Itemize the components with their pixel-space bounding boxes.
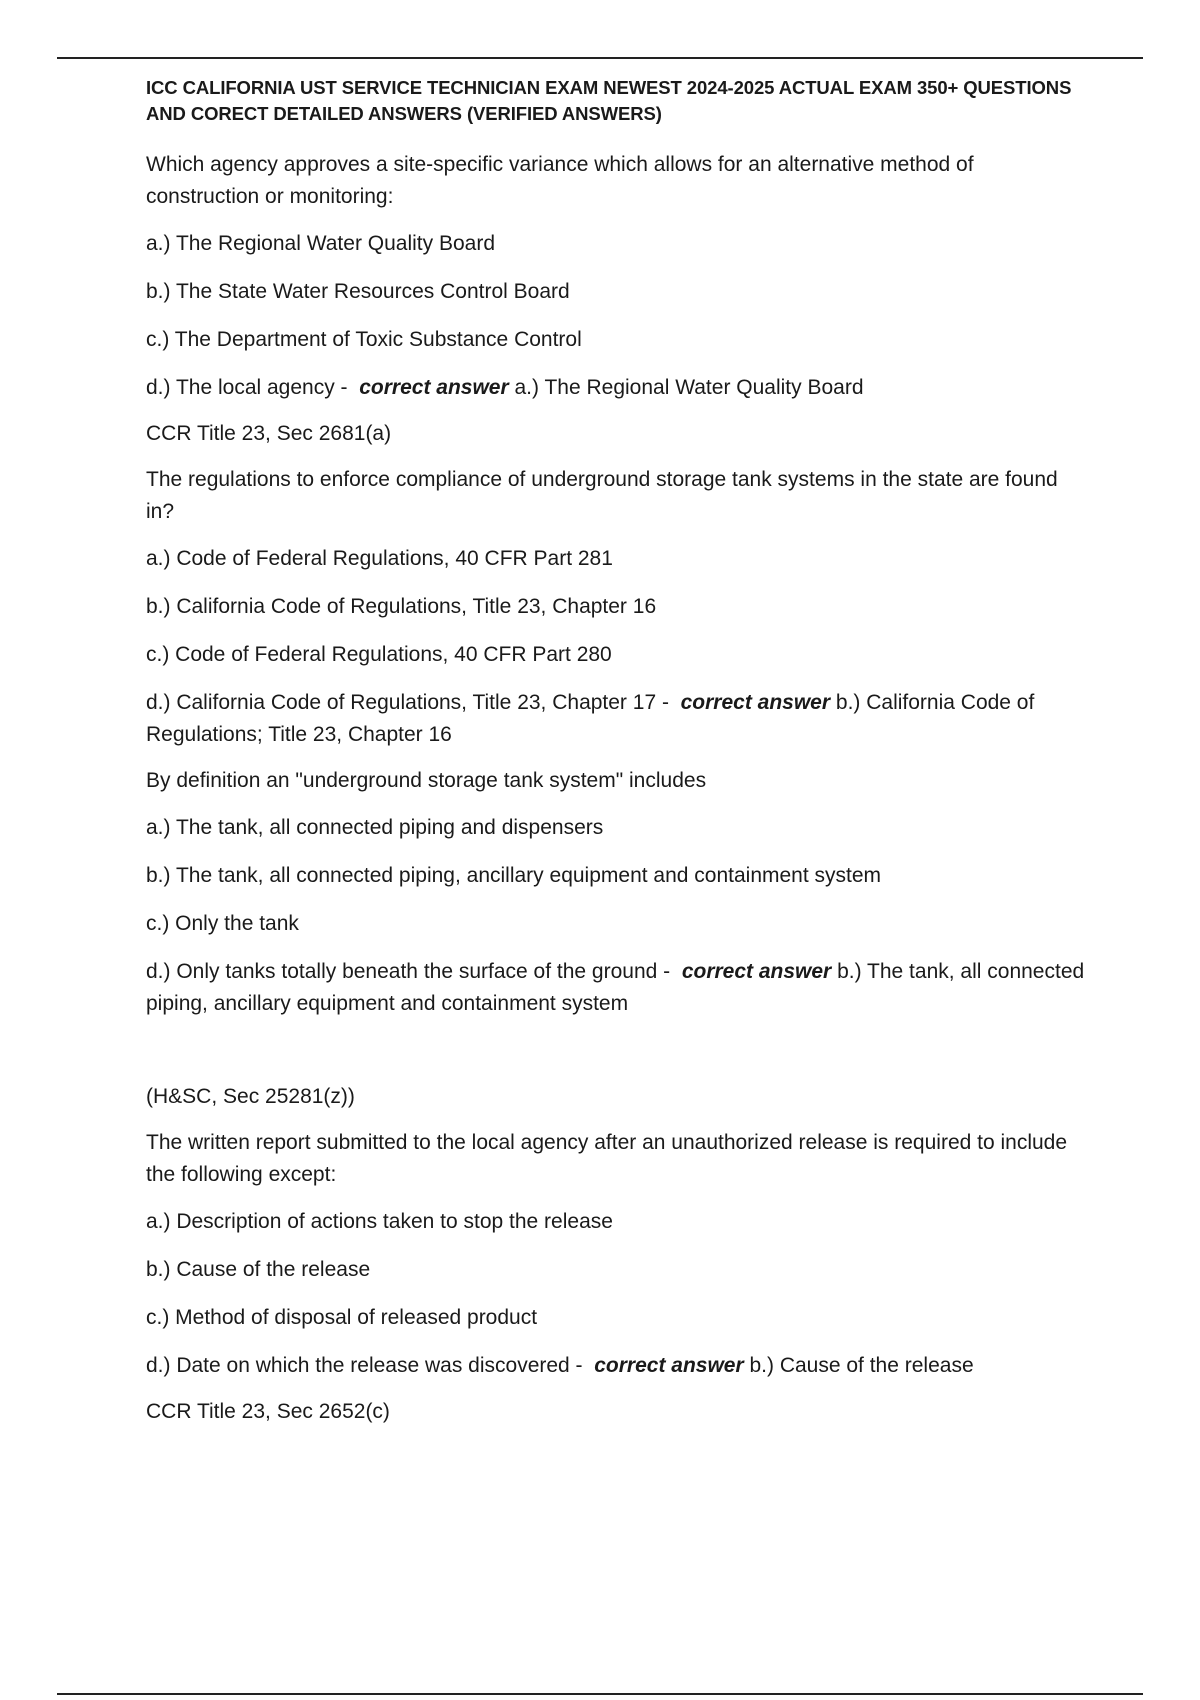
option-a: a.) The Regional Water Quality Board (146, 232, 496, 255)
question-2 (146, 464, 1086, 751)
option-d-with-answer (146, 372, 1086, 404)
correct-answer-label: correct answer (359, 376, 509, 399)
option-d: d.) Date on which the release was discovered - (146, 1354, 583, 1377)
option-a: a.) The tank, all connected piping and dispensers (146, 816, 604, 839)
correct-answer: b.) Cause of the release (749, 1354, 974, 1377)
question-3 (146, 765, 1086, 1113)
question-text: Which agency approves a site-specific variance which allows for an alternative method of construction or monitoring: (146, 153, 974, 208)
option-b: b.) Cause of the release (146, 1258, 371, 1281)
option-c: c.) The Department of Toxic Substance Control (146, 328, 582, 351)
option-d: d.) The local agency - (146, 376, 348, 399)
reference: (H&SC, Sec 25281(z)) (146, 1085, 355, 1108)
correct-answer-label: correct answer (681, 960, 832, 983)
option-b: b.) The State Water Resources Control Board (146, 280, 570, 303)
option-d-with-answer (146, 956, 1086, 1020)
bottom-rule (57, 1693, 1143, 1695)
question-1 (146, 149, 1086, 450)
question-text: By definition an "underground storage tank system" includes (146, 769, 707, 792)
option-c: c.) Code of Federal Regulations, 40 CFR Part 280 (146, 643, 612, 666)
option-a: a.) Description of actions taken to stop the release (146, 1210, 613, 1233)
document-body (146, 75, 1086, 1442)
correct-answer-label: correct answer (594, 1354, 744, 1377)
question-4 (146, 1127, 1086, 1428)
question-text: The written report submitted to the local agency after an unauthorized release is required to include the following except: (146, 1131, 1068, 1186)
option-a: a.) Code of Federal Regulations, 40 CFR Part 281 (146, 547, 613, 570)
reference: CCR Title 23, Sec 2652(c) (146, 1400, 390, 1423)
option-d: d.) Only tanks totally beneath the surface of the ground - (146, 960, 671, 983)
correct-answer-label: correct answer (680, 691, 831, 714)
option-b: b.) California Code of Regulations, Title 23, Chapter 16 (146, 595, 657, 618)
option-d-with-answer (146, 687, 1086, 751)
document-title: ICC CALIFORNIA UST SERVICE TECHNICIAN EXAM NEWEST 2024-2025 ACTUAL EXAM 350+ QUESTIONS AND CORECT DETAILED ANSWERS (VERIFIED ANSWERS) (146, 77, 1072, 124)
reference: CCR Title 23, Sec 2681(a) (146, 422, 392, 445)
option-c: c.) Method of disposal of released product (146, 1306, 538, 1329)
option-d-with-answer (146, 1350, 1086, 1382)
top-rule (57, 57, 1143, 59)
correct-answer: b.) The tank, all connected piping, ancillary equipment and containment system (146, 960, 1085, 1015)
option-d: d.) California Code of Regulations, Title 23, Chapter 17 - (146, 691, 669, 714)
blank-spacer (146, 1034, 1086, 1081)
correct-answer: a.) The Regional Water Quality Board (514, 376, 864, 399)
question-text: The regulations to enforce compliance of underground storage tank systems in the state are found in? (146, 468, 1058, 523)
option-b: b.) The tank, all connected piping, ancillary equipment and containment system (146, 864, 882, 887)
correct-answer: b.) California Code of Regulations; Title 23, Chapter 16 (146, 691, 1035, 746)
option-c: c.) Only the tank (146, 912, 299, 935)
